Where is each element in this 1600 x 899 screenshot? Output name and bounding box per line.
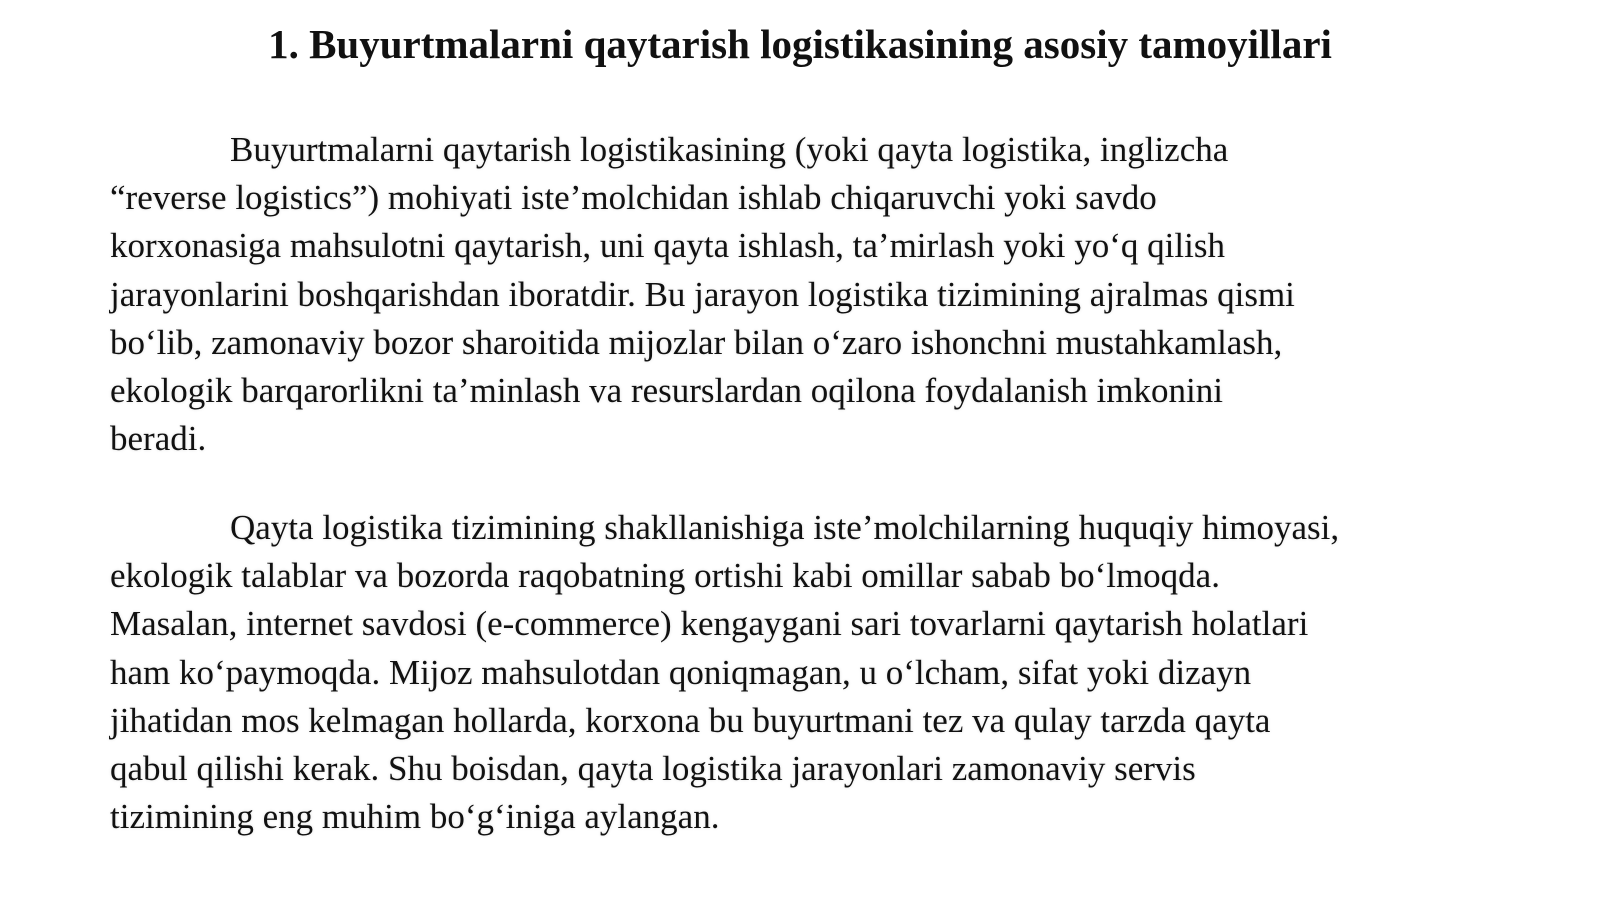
paragraph-line: tizimining eng muhim bo‘g‘iniga aylangan. (110, 797, 720, 837)
paragraph-line: qabul qilishi kerak. Shu boisdan, qayta logistika jarayonlari zamonaviy servis (110, 749, 1196, 789)
paragraph-1 (110, 126, 1510, 463)
paragraph-line: ekologik barqarorlikni ta’minlash va resurslardan oqilona foydalanish imkonini (110, 371, 1223, 411)
paragraph-line: beradi. (110, 419, 207, 459)
paragraph-line: jihatidan mos kelmagan hollarda, korxona bu buyurtmani tez va qulay tarzda qayta (110, 700, 1271, 740)
paragraph-line: “reverse logistics”) mohiyati iste’molchidan ishlab chiqaruvchi yoki savdo (110, 178, 1157, 218)
paragraph-line: jarayonlarini boshqarishdan iboratdir. Bu jarayon logistika tizimining ajralmas qismi (110, 274, 1295, 314)
paragraph-line: bo‘lib, zamonaviy bozor sharoitida mijozlar bilan o‘zaro ishonchni mustahkamlash, (110, 322, 1283, 362)
paragraph-line: Masalan, internet savdosi (e-commerce) kengaygani sari tovarlarni qaytarish holatlari (110, 604, 1309, 644)
page-title: 1. Buyurtmalarni qaytarish logistikasining asosiy tamoyillari (268, 21, 1332, 67)
paragraph-line: ham ko‘paymoqda. Mijoz mahsulotdan qoniqmagan, u o‘lcham, sifat yoki dizayn (110, 652, 1252, 692)
paragraph-line: Buyurtmalarni qaytarish logistikasining (yoki qayta logistika, inglizcha (230, 130, 1229, 169)
paragraph-line: ekologik talablar va bozorda raqobatning ortishi kabi omillar sabab bo‘lmoqda. (110, 556, 1220, 596)
paragraph-line: Qayta logistika tizimining shakllanishiga iste’molchilarning huquqiy himoyasi, (230, 508, 1340, 547)
paragraph-line: korxonasiga mahsulotni qaytarish, uni qayta ishlash, ta’mirlash yoki yo‘q qilish (110, 226, 1225, 266)
paragraph-2 (110, 504, 1510, 841)
